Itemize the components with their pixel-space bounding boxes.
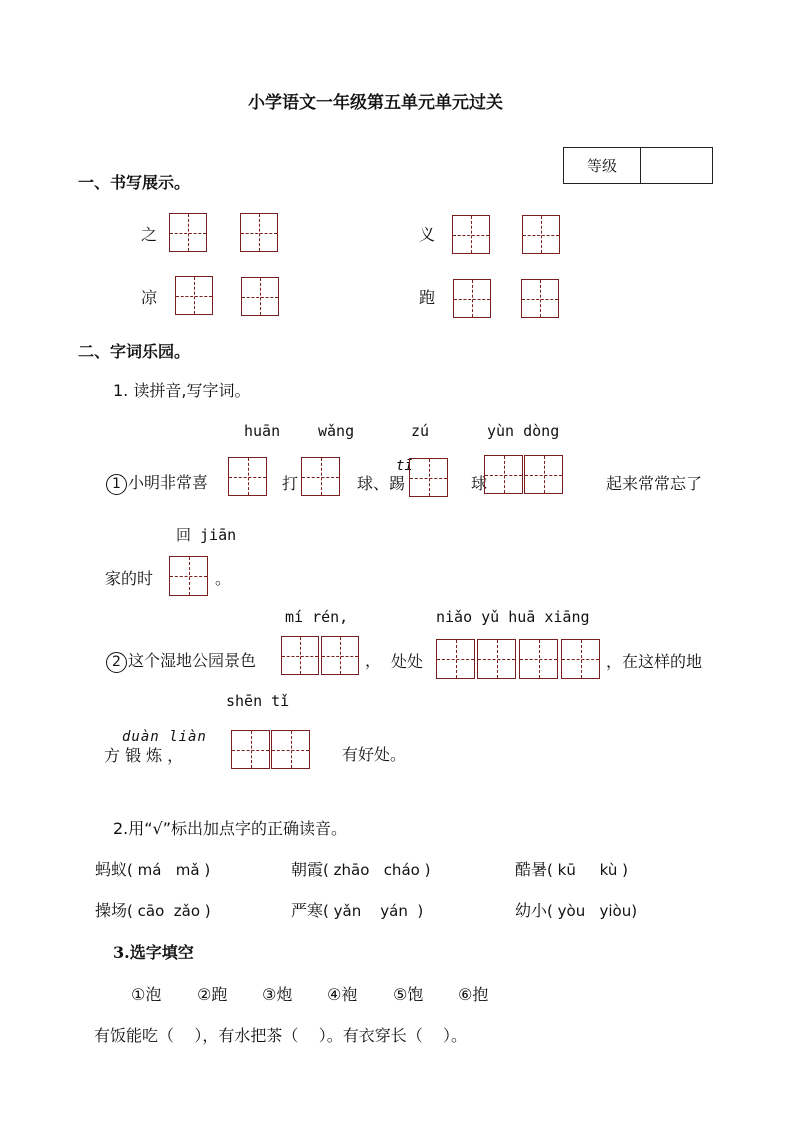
q3-instruction: 3.选字填空 [113, 943, 194, 962]
reading-options[interactable]: ( yòu yiòu) [547, 902, 638, 920]
reading-word: 朝霞 [291, 860, 324, 879]
sentence-text: 方 锻 炼 ， [104, 746, 184, 765]
answer-grid-box[interactable] [271, 730, 310, 769]
sentence-text: 小明非常喜 [128, 473, 209, 492]
writing-grid-box[interactable] [240, 213, 278, 252]
grade-box [563, 147, 713, 184]
sentence-text: 球、踢 [357, 474, 406, 493]
section2-heading: 二、字词乐园。 [78, 342, 191, 361]
sentence-text: 打 [282, 474, 299, 493]
pinyin: mí rén, [285, 608, 349, 626]
pinyin: 回 jiān [176, 526, 237, 544]
writing-grid-box[interactable] [522, 215, 560, 254]
page-title: 小学语文一年级第五单元单元过关 [248, 93, 503, 113]
answer-grid-box[interactable] [436, 639, 475, 679]
answer-grid-box[interactable] [228, 457, 267, 496]
writing-grid-box[interactable] [452, 215, 490, 254]
q2-instruction: 2.用“√”标出加点字的正确读音。 [113, 819, 348, 838]
reading-word: 操场 [95, 901, 128, 920]
sentence-text: 有好处。 [342, 745, 407, 764]
reading-options[interactable]: ( cāo zǎo ) [127, 902, 211, 920]
answer-grid-box[interactable] [524, 455, 563, 494]
reading-item [95, 857, 210, 880]
sentence-number: 2 [106, 652, 127, 673]
answer-grid-box[interactable] [484, 455, 523, 494]
answer-grid-box[interactable] [321, 636, 359, 675]
writing-grid-box[interactable] [175, 276, 213, 315]
sentence-text: 球 [471, 474, 488, 493]
choice-option[interactable]: ②跑 [197, 985, 228, 1004]
reading-options[interactable]: ( zhāo cháo ) [323, 861, 431, 879]
sentence-text: 起来常常忘了 [606, 474, 703, 493]
choice-option[interactable]: ⑤饱 [393, 985, 424, 1004]
reading-word: 蚂蚁 [95, 860, 128, 879]
reading-options[interactable]: ( kū kù ) [547, 861, 629, 879]
choice-option[interactable]: ①泡 [131, 985, 162, 1004]
fill-sentence[interactable]: 有饭能吃（ ），有水把茶（ ）。有衣穿长（ ）。 [94, 1026, 468, 1045]
writing-grid-box[interactable] [453, 279, 491, 318]
sentence-text: ， [365, 651, 382, 670]
sentence1-start [106, 470, 208, 495]
answer-grid-box[interactable] [301, 457, 340, 496]
pinyin: wǎng [318, 422, 355, 440]
pinyin: zú [411, 422, 430, 440]
writing-char: 跑 [419, 288, 436, 307]
answer-grid-box[interactable] [561, 639, 600, 679]
pinyin-ti: tī [396, 458, 413, 474]
reading-word: 幼小 [515, 901, 548, 920]
pinyin: yùn dòng [487, 422, 560, 440]
choice-option[interactable]: ④袍 [327, 985, 358, 1004]
reading-word: 严寒 [291, 901, 324, 920]
grade-label: 等级 [564, 148, 641, 183]
answer-grid-box[interactable] [169, 556, 208, 596]
reading-item [95, 898, 211, 921]
reading-word: 酷暑 [515, 860, 548, 879]
writing-char: 凉 [141, 288, 158, 307]
section1-heading: 一、书写展示。 [78, 173, 191, 192]
pinyin: shēn tǐ [226, 692, 290, 710]
reading-options[interactable]: ( má mǎ ) [127, 861, 211, 879]
sentence-text: 处处 [391, 652, 424, 671]
q1-instruction: 1. 读拼音,写字词。 [113, 381, 251, 400]
grade-value-field[interactable] [641, 148, 712, 183]
choice-option[interactable]: ⑥抱 [458, 985, 489, 1004]
sentence-text: 家的时 [105, 569, 154, 588]
answer-grid-box[interactable] [409, 458, 448, 497]
sentence-text: 这个湿地公园景色 [128, 651, 257, 670]
sentence-text: ，在这样的地 [606, 652, 703, 671]
pinyin-overlay: duàn liàn [122, 729, 207, 745]
answer-grid-box[interactable] [519, 639, 558, 679]
reading-options[interactable]: ( yǎn yán ) [323, 902, 424, 920]
writing-char: 之 [141, 225, 158, 244]
reading-item [291, 898, 423, 921]
answer-grid-box[interactable] [281, 636, 319, 675]
reading-item [515, 898, 637, 921]
sentence2-start [106, 648, 256, 673]
pinyin: niǎo yǔ huā xiāng [436, 608, 590, 626]
writing-grid-box[interactable] [241, 277, 279, 316]
answer-grid-box[interactable] [231, 730, 270, 769]
reading-item [291, 857, 430, 880]
choice-option[interactable]: ③炮 [262, 985, 293, 1004]
reading-item [515, 857, 628, 880]
pinyin: huān [244, 422, 281, 440]
sentence-text: 。 [215, 569, 232, 588]
writing-char: 义 [419, 225, 436, 244]
answer-grid-box[interactable] [477, 639, 516, 679]
sentence-number: 1 [106, 474, 127, 495]
writing-grid-box[interactable] [169, 213, 207, 252]
writing-grid-box[interactable] [521, 279, 559, 318]
